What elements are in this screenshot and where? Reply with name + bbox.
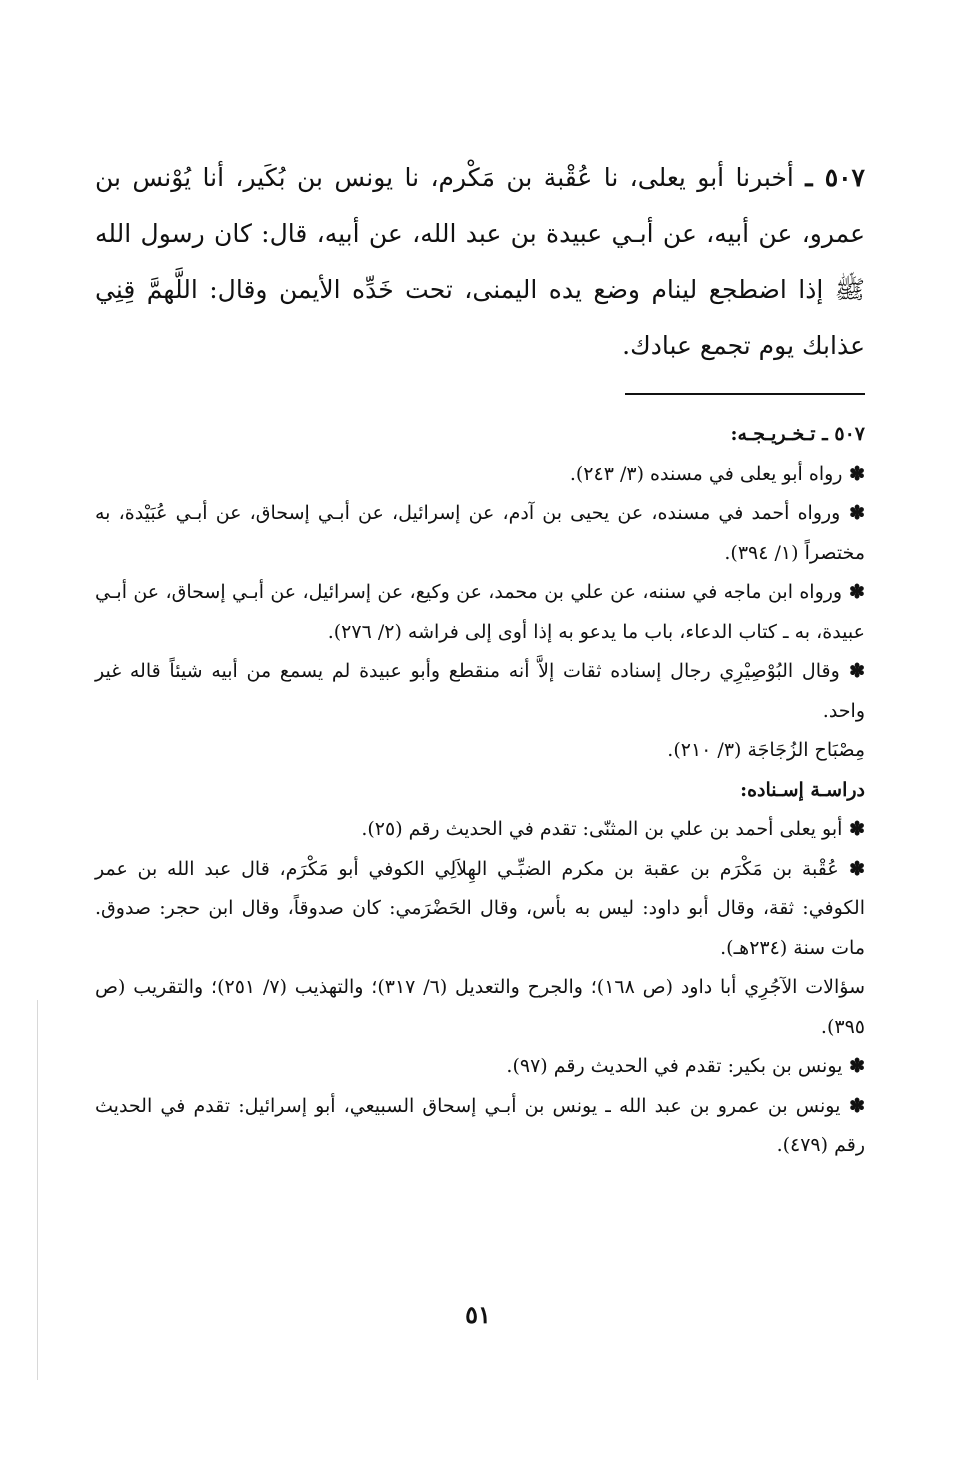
bullet-star-icon: ✽ [842, 581, 865, 603]
takhrij-item: ✽ رواه أبو يعلى في مسنده (٣/ ٢٤٣). [569, 462, 865, 485]
bullet-star-icon: ✽ [842, 1055, 865, 1077]
dirasa-item: ✽ عُقْبة بن مَكْرَم بن عقبة بن مكرم الضبِّـي الهِلاَلِي الكوفي أبو مَكْرَم، قال عبد الله بن عمر الكوفي: ثقة، وقال أبو داود: ليس به بأس، وقال الحَضْرَمي: كان صدوقاً، وقال ابن حجر: صدوق. مات سنة (٢٣٤هـ). [95, 857, 865, 959]
dirasa-item: ✽ يونس بن عمرو بن عبد الله ـ يونس بن أبـي إسحاق السبيعي، أبو إسرائيل: تقدم في الحديث رقم (٤٧٩). [95, 1094, 865, 1156]
hadith-body: أخبرنا أبو يعلى، نا عُقْبة بن مَكْرم، نا يونس بن بُكَير، أنا يُوْنس بن عمرو، عن أبيه، عن أبـي عبيدة بن عبد الله، عن أبيه، قال: كان رسول الله ﷺ إذا اضطجع لينام وضع يده اليمنى، تحت خَدِّه الأيمن وقال: اللَّهمَّ قِنِي عذابك يوم تجمع عبادك. [95, 163, 865, 360]
hadith-text [95, 150, 865, 374]
sources-reference: سؤالات الآجُرِي أبا داود (ص ١٦٨)؛ والجرح والتعديل (٦/ ٣١٧)؛ والتهذيب (٧/ ٢٥١)؛ والتقريب (ص ٣٩٥). [95, 976, 865, 1038]
dirasa-item: ✽ يونس بن بكير: تقدم في الحديث رقم (٩٧). [506, 1055, 865, 1077]
bullet-star-icon: ✽ [839, 660, 865, 682]
bullet-star-icon: ✽ [840, 502, 865, 524]
takhrij-item: ✽ ورواه أحمد في مسنده، عن يحيى بن آدم، عن إسرائيل، عن أبـي إسحاق، عن أبـي عُبَيْدة، به مختصراً (١/ ٣٩٤). [95, 502, 865, 564]
takhrij-heading: ٥٠٧ ـ تـخـريـجـه: [730, 423, 865, 445]
footnotes [95, 415, 865, 1166]
bullet-star-icon: ✽ [840, 1094, 865, 1117]
bullet-star-icon: ✽ [842, 462, 865, 485]
bullet-star-icon: ✽ [842, 818, 865, 840]
footnote-separator [625, 393, 865, 395]
page-number: ٥١ [465, 1300, 491, 1329]
dirasa-heading: دراسـة إسـناده: [740, 778, 865, 801]
takhrij-item: ✽ ورواه ابن ماجه في سننه، عن علي بن محمد، عن وكيع، عن إسرائيل، عن أبـي إسحاق، عن أبـي عبيدة، به ـ كتاب الدعاء، باب ما يدعو به إذا أوى إلى فراشه (٢/ ٢٧٦). [95, 581, 865, 643]
dirasa-item: ✽ أبو يعلى أحمد بن علي بن المثنّى: تقدم في الحديث رقم (٢٥). [361, 818, 865, 840]
takhrij-item: ✽ وقال البُوْصِيْرِي رجال إسناده ثقات إلاَّ أنه منقطع وأبو عبيدة لم يسمع من أبيه شيئاً قاله غير واحد. [95, 660, 865, 722]
scan-margin-line [37, 1000, 38, 1380]
hadith-block [95, 150, 865, 374]
hadith-number: ٥٠٧ ـ [805, 163, 865, 192]
misbah-reference: مِصْبَاح الزُجَاجَة (٣/ ٢١٠). [667, 739, 865, 761]
bullet-star-icon: ✽ [838, 857, 865, 880]
